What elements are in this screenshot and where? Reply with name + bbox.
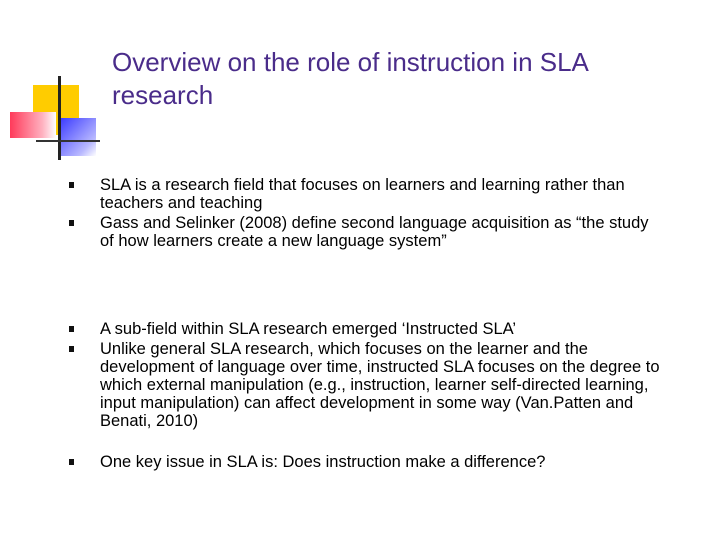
bullet-text: Unlike general SLA research, which focuses on the learner and the development of language over time, instructed SLA focuses on the degree to which external manipulation (e.g., instruction, learner self-directed learning, input manipulation) can affect development in some way (Van.Patten and Benati, 2010) [100, 340, 660, 430]
horizontal-rule [36, 140, 100, 142]
slide-decoration [0, 0, 110, 170]
bullet-square-icon [69, 220, 74, 226]
red-gradient-block [10, 112, 56, 138]
bullet-square-icon [69, 459, 74, 465]
bullet-text: A sub-field within SLA research emerged ‘Instructed SLA’ [100, 320, 517, 338]
bullet-square-icon [69, 182, 74, 188]
vertical-rule [58, 76, 61, 160]
bullet-text: SLA is a research field that focuses on learners and learning rather than teachers and teaching [100, 176, 625, 212]
bullet-text: Gass and Selinker (2008) define second language acquisition as “the study of how learners create a new language system” [100, 214, 649, 250]
blue-gradient-square [60, 118, 96, 156]
bullet-text: One key issue in SLA is: Does instruction make a difference? [100, 453, 546, 471]
bullet-square-icon [69, 326, 74, 332]
bullet-square-icon [69, 346, 74, 352]
slide-title: Overview on the role of instruction in SLA research [112, 47, 588, 110]
